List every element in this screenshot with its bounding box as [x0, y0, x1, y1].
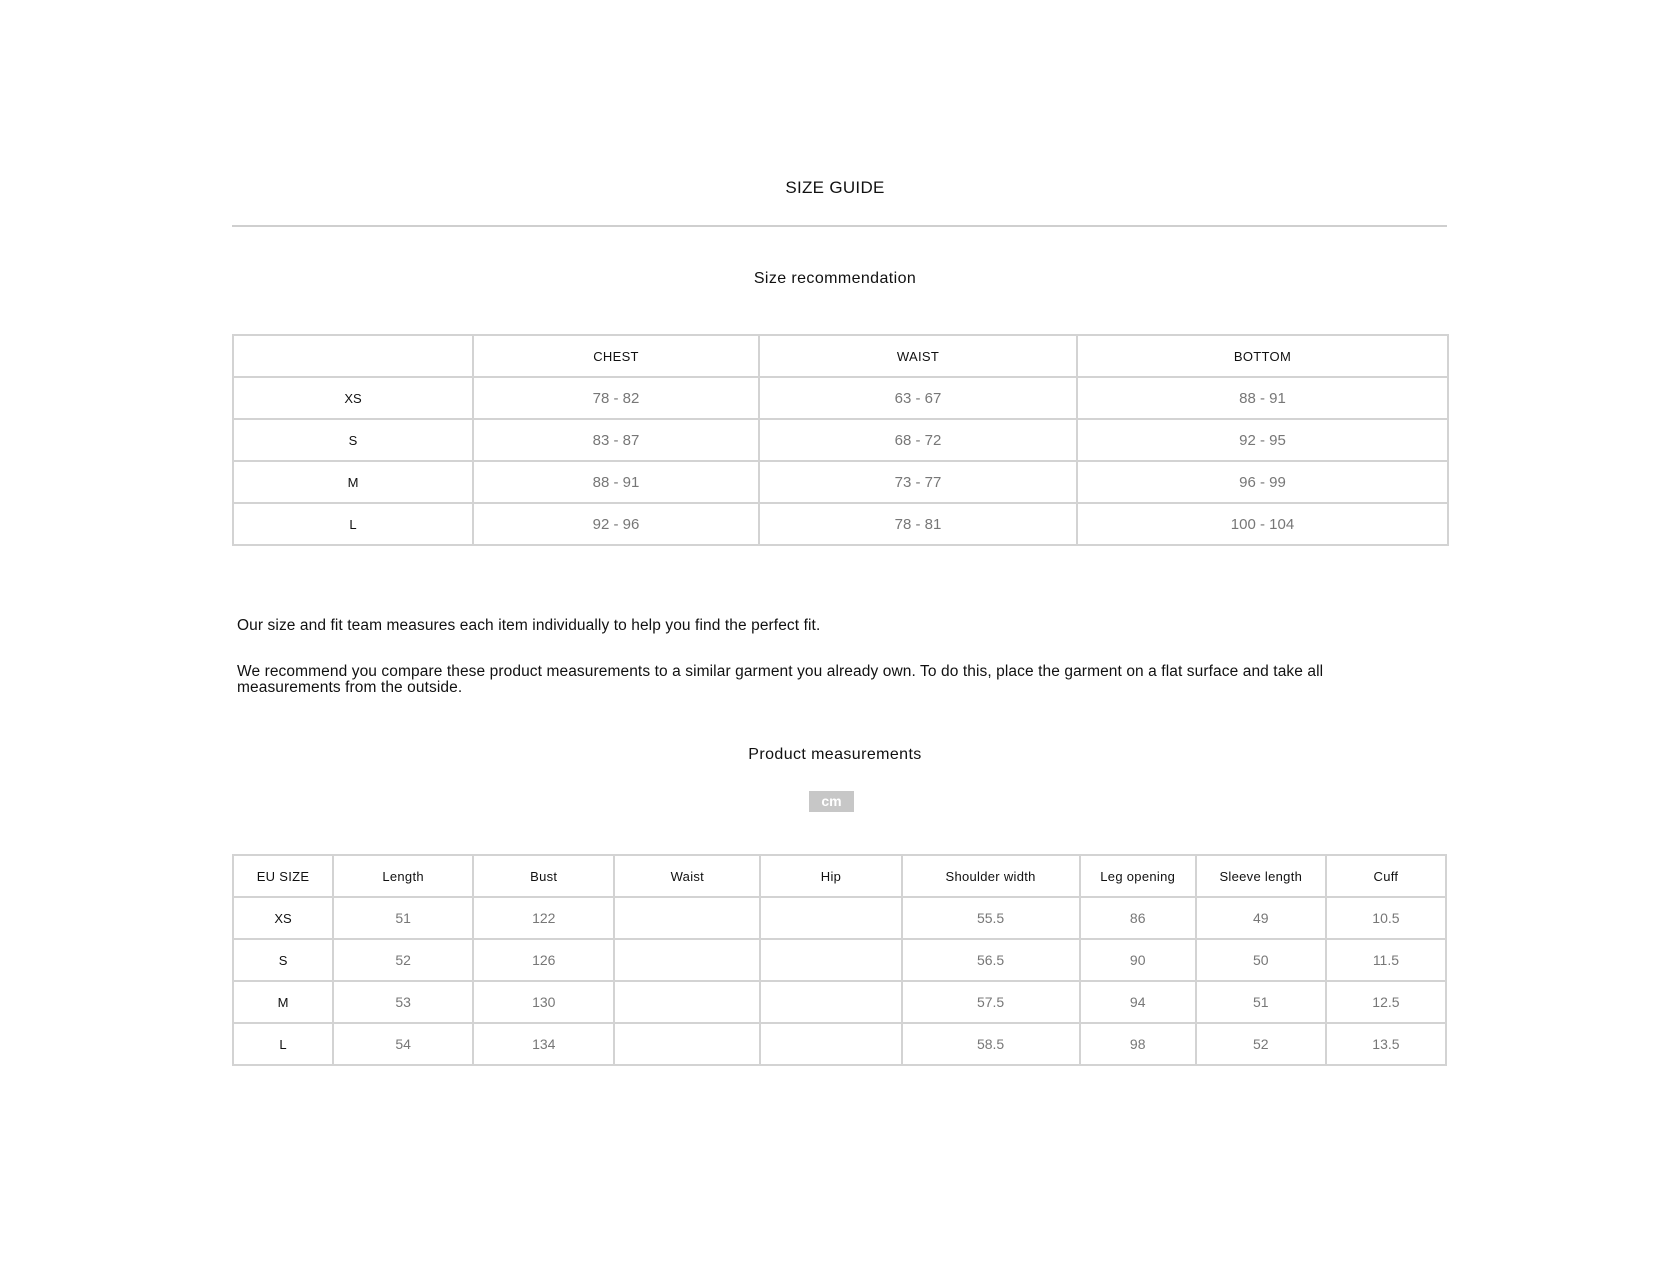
table-row [233, 981, 1446, 1023]
chest-value: 78 - 82 [473, 377, 759, 419]
waist-value [614, 897, 760, 939]
table-row [233, 1023, 1446, 1065]
leg-opening-value: 94 [1080, 981, 1196, 1023]
sleeve-length-value: 51 [1196, 981, 1326, 1023]
column-header-length: Length [333, 855, 473, 897]
column-header-waist: WAIST [759, 335, 1077, 377]
size-recommendation-heading: Size recommendation [753, 270, 917, 287]
column-header [233, 335, 473, 377]
column-header-cuff: Cuff [1326, 855, 1446, 897]
length-value: 51 [333, 897, 473, 939]
size-label: XS [233, 897, 333, 939]
column-header-chest: CHEST [473, 335, 759, 377]
size-label: L [233, 503, 473, 545]
leg-opening-value: 86 [1080, 897, 1196, 939]
title-divider [232, 225, 1447, 227]
length-value: 52 [333, 939, 473, 981]
measurement-instructions: We recommend you compare these product measurements to a similar garment you already own. To do this, place the garment on a flat surface and take all measurements from the outside. [237, 663, 1324, 696]
waist-value [614, 1023, 760, 1065]
cuff-value: 10.5 [1326, 897, 1446, 939]
waist-value [614, 981, 760, 1023]
column-header-hip: Hip [760, 855, 901, 897]
bust-value: 134 [473, 1023, 614, 1065]
waist-value: 73 - 77 [759, 461, 1077, 503]
bottom-value: 100 - 104 [1077, 503, 1448, 545]
sleeve-length-value: 49 [1196, 897, 1326, 939]
sleeve-length-value: 50 [1196, 939, 1326, 981]
size-label: XS [233, 377, 473, 419]
waist-value: 63 - 67 [759, 377, 1077, 419]
bust-value: 126 [473, 939, 614, 981]
size-label: M [233, 981, 333, 1023]
bust-value: 130 [473, 981, 614, 1023]
size-label: L [233, 1023, 333, 1065]
waist-value: 78 - 81 [759, 503, 1077, 545]
table-header-row [233, 855, 1446, 897]
chest-value: 88 - 91 [473, 461, 759, 503]
cuff-value: 11.5 [1326, 939, 1446, 981]
size-label: M [233, 461, 473, 503]
chest-value: 83 - 87 [473, 419, 759, 461]
fit-team-note: Our size and fit team measures each item individually to help you find the perfect fit. [237, 617, 821, 634]
bottom-value: 96 - 99 [1077, 461, 1448, 503]
hip-value [760, 897, 901, 939]
size-label: S [233, 419, 473, 461]
bust-value: 122 [473, 897, 614, 939]
unit-toggle-button[interactable]: cm [809, 791, 854, 812]
shoulder-width-value: 56.5 [902, 939, 1080, 981]
shoulder-width-value: 58.5 [902, 1023, 1080, 1065]
hip-value [760, 1023, 901, 1065]
table-row [233, 377, 1448, 419]
sleeve-length-value: 52 [1196, 1023, 1326, 1065]
chest-value: 92 - 96 [473, 503, 759, 545]
cuff-value: 12.5 [1326, 981, 1446, 1023]
column-header-bust: Bust [473, 855, 614, 897]
table-row [233, 503, 1448, 545]
size-label: S [233, 939, 333, 981]
column-header-eu-size: EU SIZE [233, 855, 333, 897]
column-header-shoulder-width: Shoulder width [902, 855, 1080, 897]
table-row [233, 461, 1448, 503]
hip-value [760, 981, 901, 1023]
bottom-value: 92 - 95 [1077, 419, 1448, 461]
table-row [233, 419, 1448, 461]
cuff-value: 13.5 [1326, 1023, 1446, 1065]
product-measurements-table [232, 854, 1447, 1066]
table-header-row [233, 335, 1448, 377]
column-header-sleeve-length: Sleeve length [1196, 855, 1326, 897]
shoulder-width-value: 57.5 [902, 981, 1080, 1023]
waist-value [614, 939, 760, 981]
table-row [233, 897, 1446, 939]
hip-value [760, 939, 901, 981]
column-header-leg-opening: Leg opening [1080, 855, 1196, 897]
leg-opening-value: 90 [1080, 939, 1196, 981]
page-title: SIZE GUIDE [785, 178, 885, 197]
waist-value: 68 - 72 [759, 419, 1077, 461]
table-row [233, 939, 1446, 981]
product-measurements-heading: Product measurements [748, 746, 922, 763]
column-header-bottom: BOTTOM [1077, 335, 1448, 377]
size-recommendation-table [232, 334, 1449, 546]
bottom-value: 88 - 91 [1077, 377, 1448, 419]
length-value: 53 [333, 981, 473, 1023]
length-value: 54 [333, 1023, 473, 1065]
column-header-waist: Waist [614, 855, 760, 897]
shoulder-width-value: 55.5 [902, 897, 1080, 939]
leg-opening-value: 98 [1080, 1023, 1196, 1065]
